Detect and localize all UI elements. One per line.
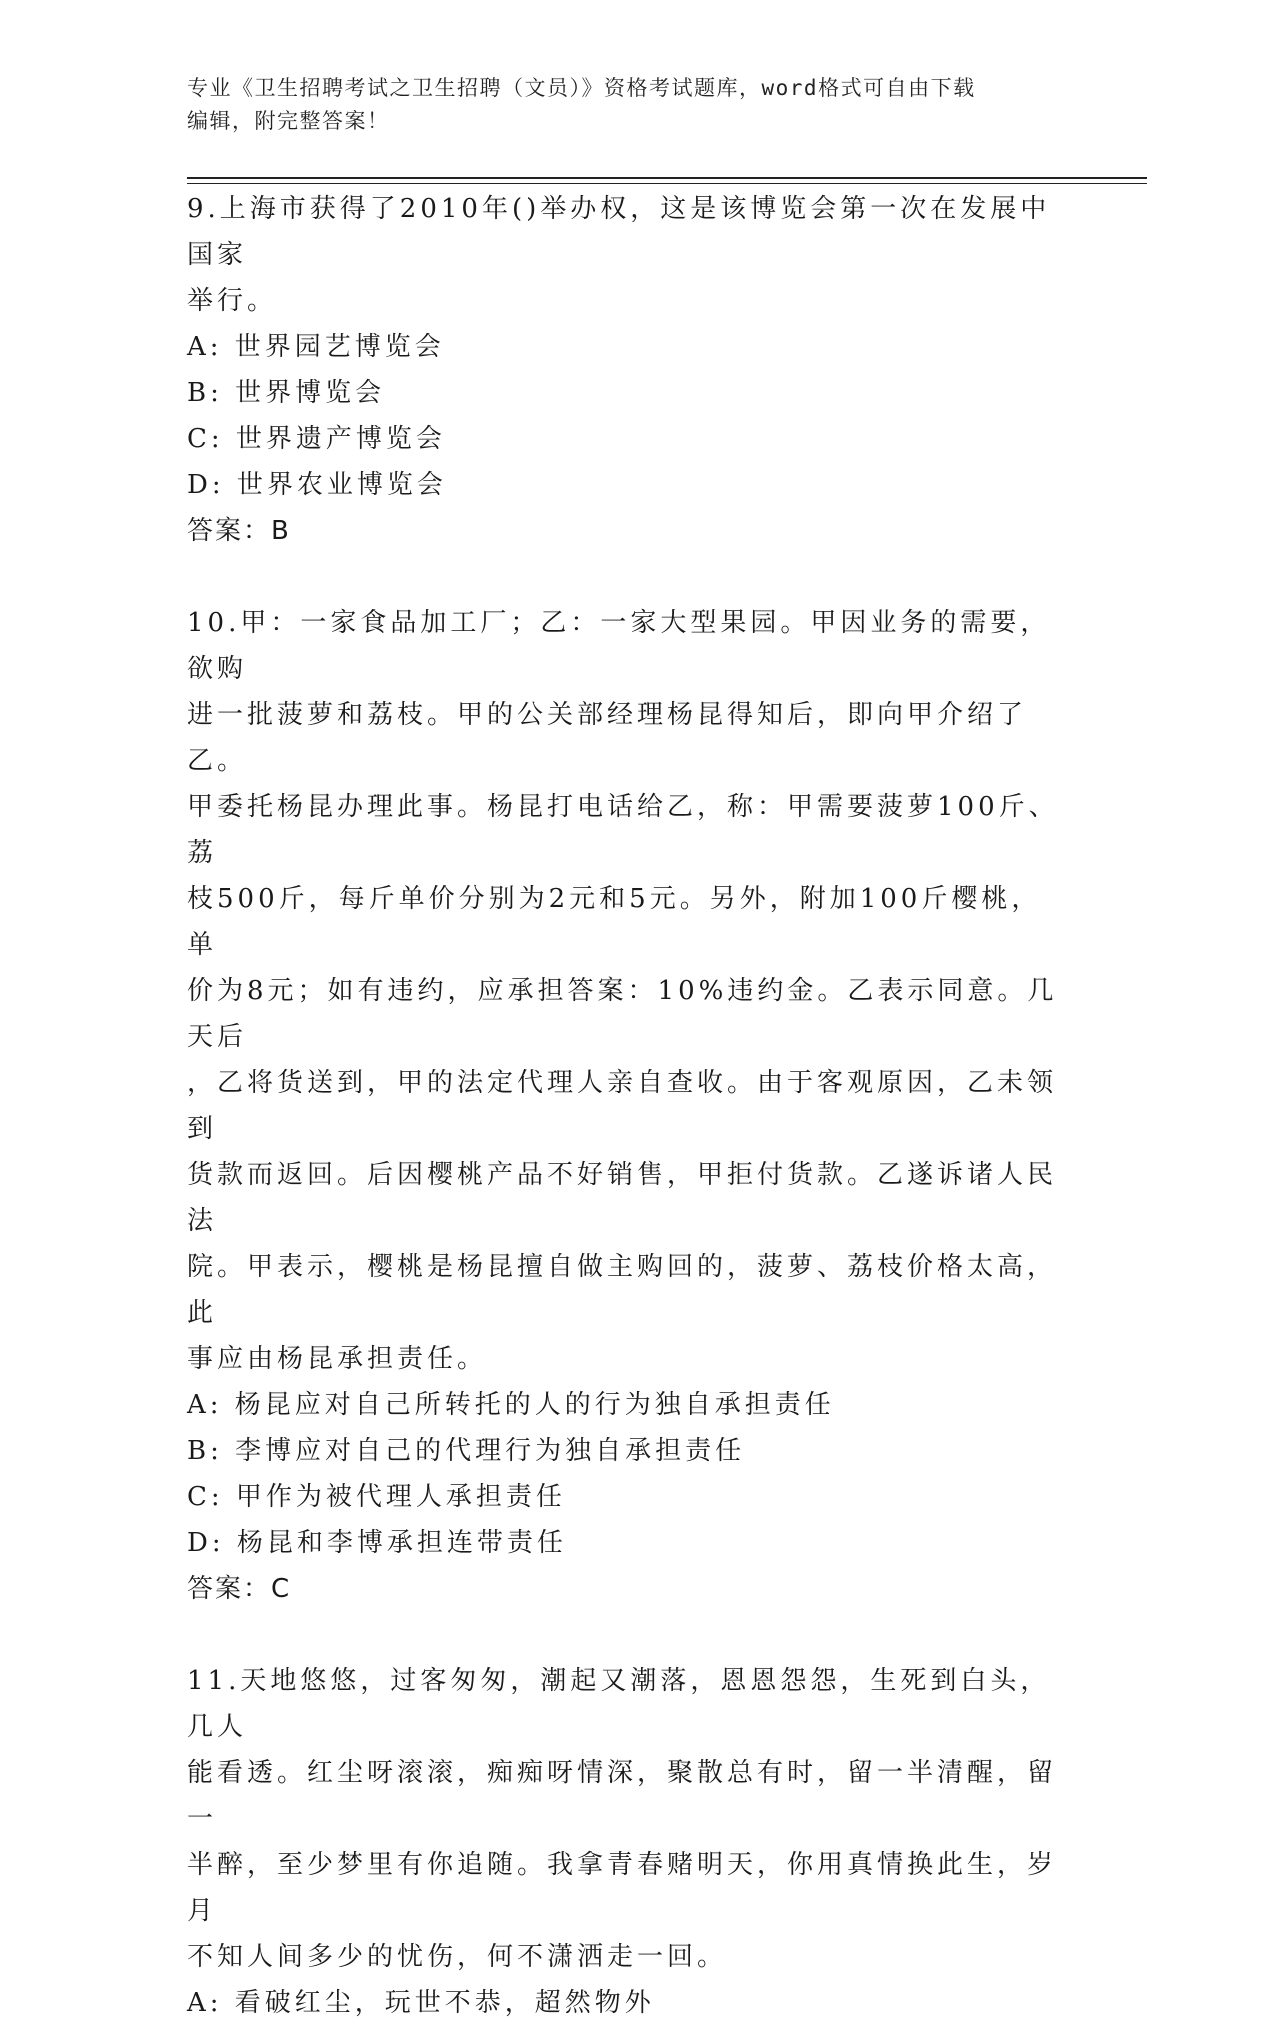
option-d: D: 世界农业博览会 [187,470,447,500]
question-text-line: 院。甲表示，樱桃是杨昆擅自做主购回的，菠萝、荔枝价格太高，此 [187,1252,1058,1328]
question-11 [187,1658,1067,2026]
question-text-line: 货款而返回。后因樱桃产品不好销售，甲拒付货款。乙遂诉诸人民法 [187,1160,1058,1236]
option-c: C: 甲作为被代理人承担责任 [187,1482,566,1512]
question-text-line: 半醉，至少梦里有你追随。我拿青春赌明天，你用真情换此生，岁月 [187,1850,1058,1926]
question-text-line: ，乙将货送到，甲的法定代理人亲自查收。由于客观原因，乙未领到 [187,1068,1058,1144]
option-c: C: 世界遗产博览会 [187,424,446,454]
question-text-line: 价为8元；如有违约，应承担答案：10%违约金。乙表示同意。几天后 [187,976,1058,1052]
question-text-line: 10.甲：一家食品加工厂；乙：一家大型果园。甲因业务的需要，欲购 [187,608,1051,684]
option-d: D: 杨昆和李博承担连带责任 [187,1528,567,1558]
question-text-line: 甲委托杨昆办理此事。杨昆打电话给乙，称：甲需要菠萝100斤、荔 [187,792,1059,868]
question-text-line: 举行。 [187,286,278,316]
question-text-line: 11.天地悠悠，过客匆匆，潮起又潮落，恩恩怨怨，生死到白头，几人 [187,1666,1051,1742]
question-text-line: 进一批菠萝和荔枝。甲的公关部经理杨昆得知后，即向甲介绍了乙。 [187,700,1028,776]
option-b: B: 世界博览会 [187,378,386,408]
question-text-line: 9.上海市获得了2010年()举办权，这是该博览会第一次在发展中国家 [187,194,1051,270]
question-text-line: 枝500斤，每斤单价分别为2元和5元。另外，附加100斤樱桃，单 [187,884,1042,960]
header-line-1: 专业《卫生招聘考试之卫生招聘（文员）》资格考试题库，word格式可自由下载 [187,76,976,100]
question-10 [187,600,1067,1612]
question-text-line: 事应由杨昆承担责任。 [187,1344,488,1374]
question-text-line: 能看透。红尘呀滚滚，痴痴呀情深，聚散总有时，留一半清醒，留一 [187,1758,1058,1834]
answer: 答案：C [187,1574,292,1604]
header-divider-thin [187,183,1147,184]
option-a: A: 世界园艺博览会 [187,332,445,362]
option-a: A: 杨昆应对自己所转托的人的行为独自承担责任 [187,1390,835,1420]
question-9 [187,186,1067,554]
option-a: A: 看破红尘，玩世不恭，超然物外 [187,1988,655,2018]
header-line-2: 编辑，附完整答案！ [187,109,390,133]
answer: 答案：B [187,516,291,546]
option-b: B: 李博应对自己的代理行为独自承担责任 [187,1436,746,1466]
header-divider-thick [187,177,1147,179]
document-header [187,72,1067,138]
question-list [187,186,1067,2026]
question-text-line: 不知人间多少的忧伤，何不潇洒走一回。 [187,1942,728,1972]
